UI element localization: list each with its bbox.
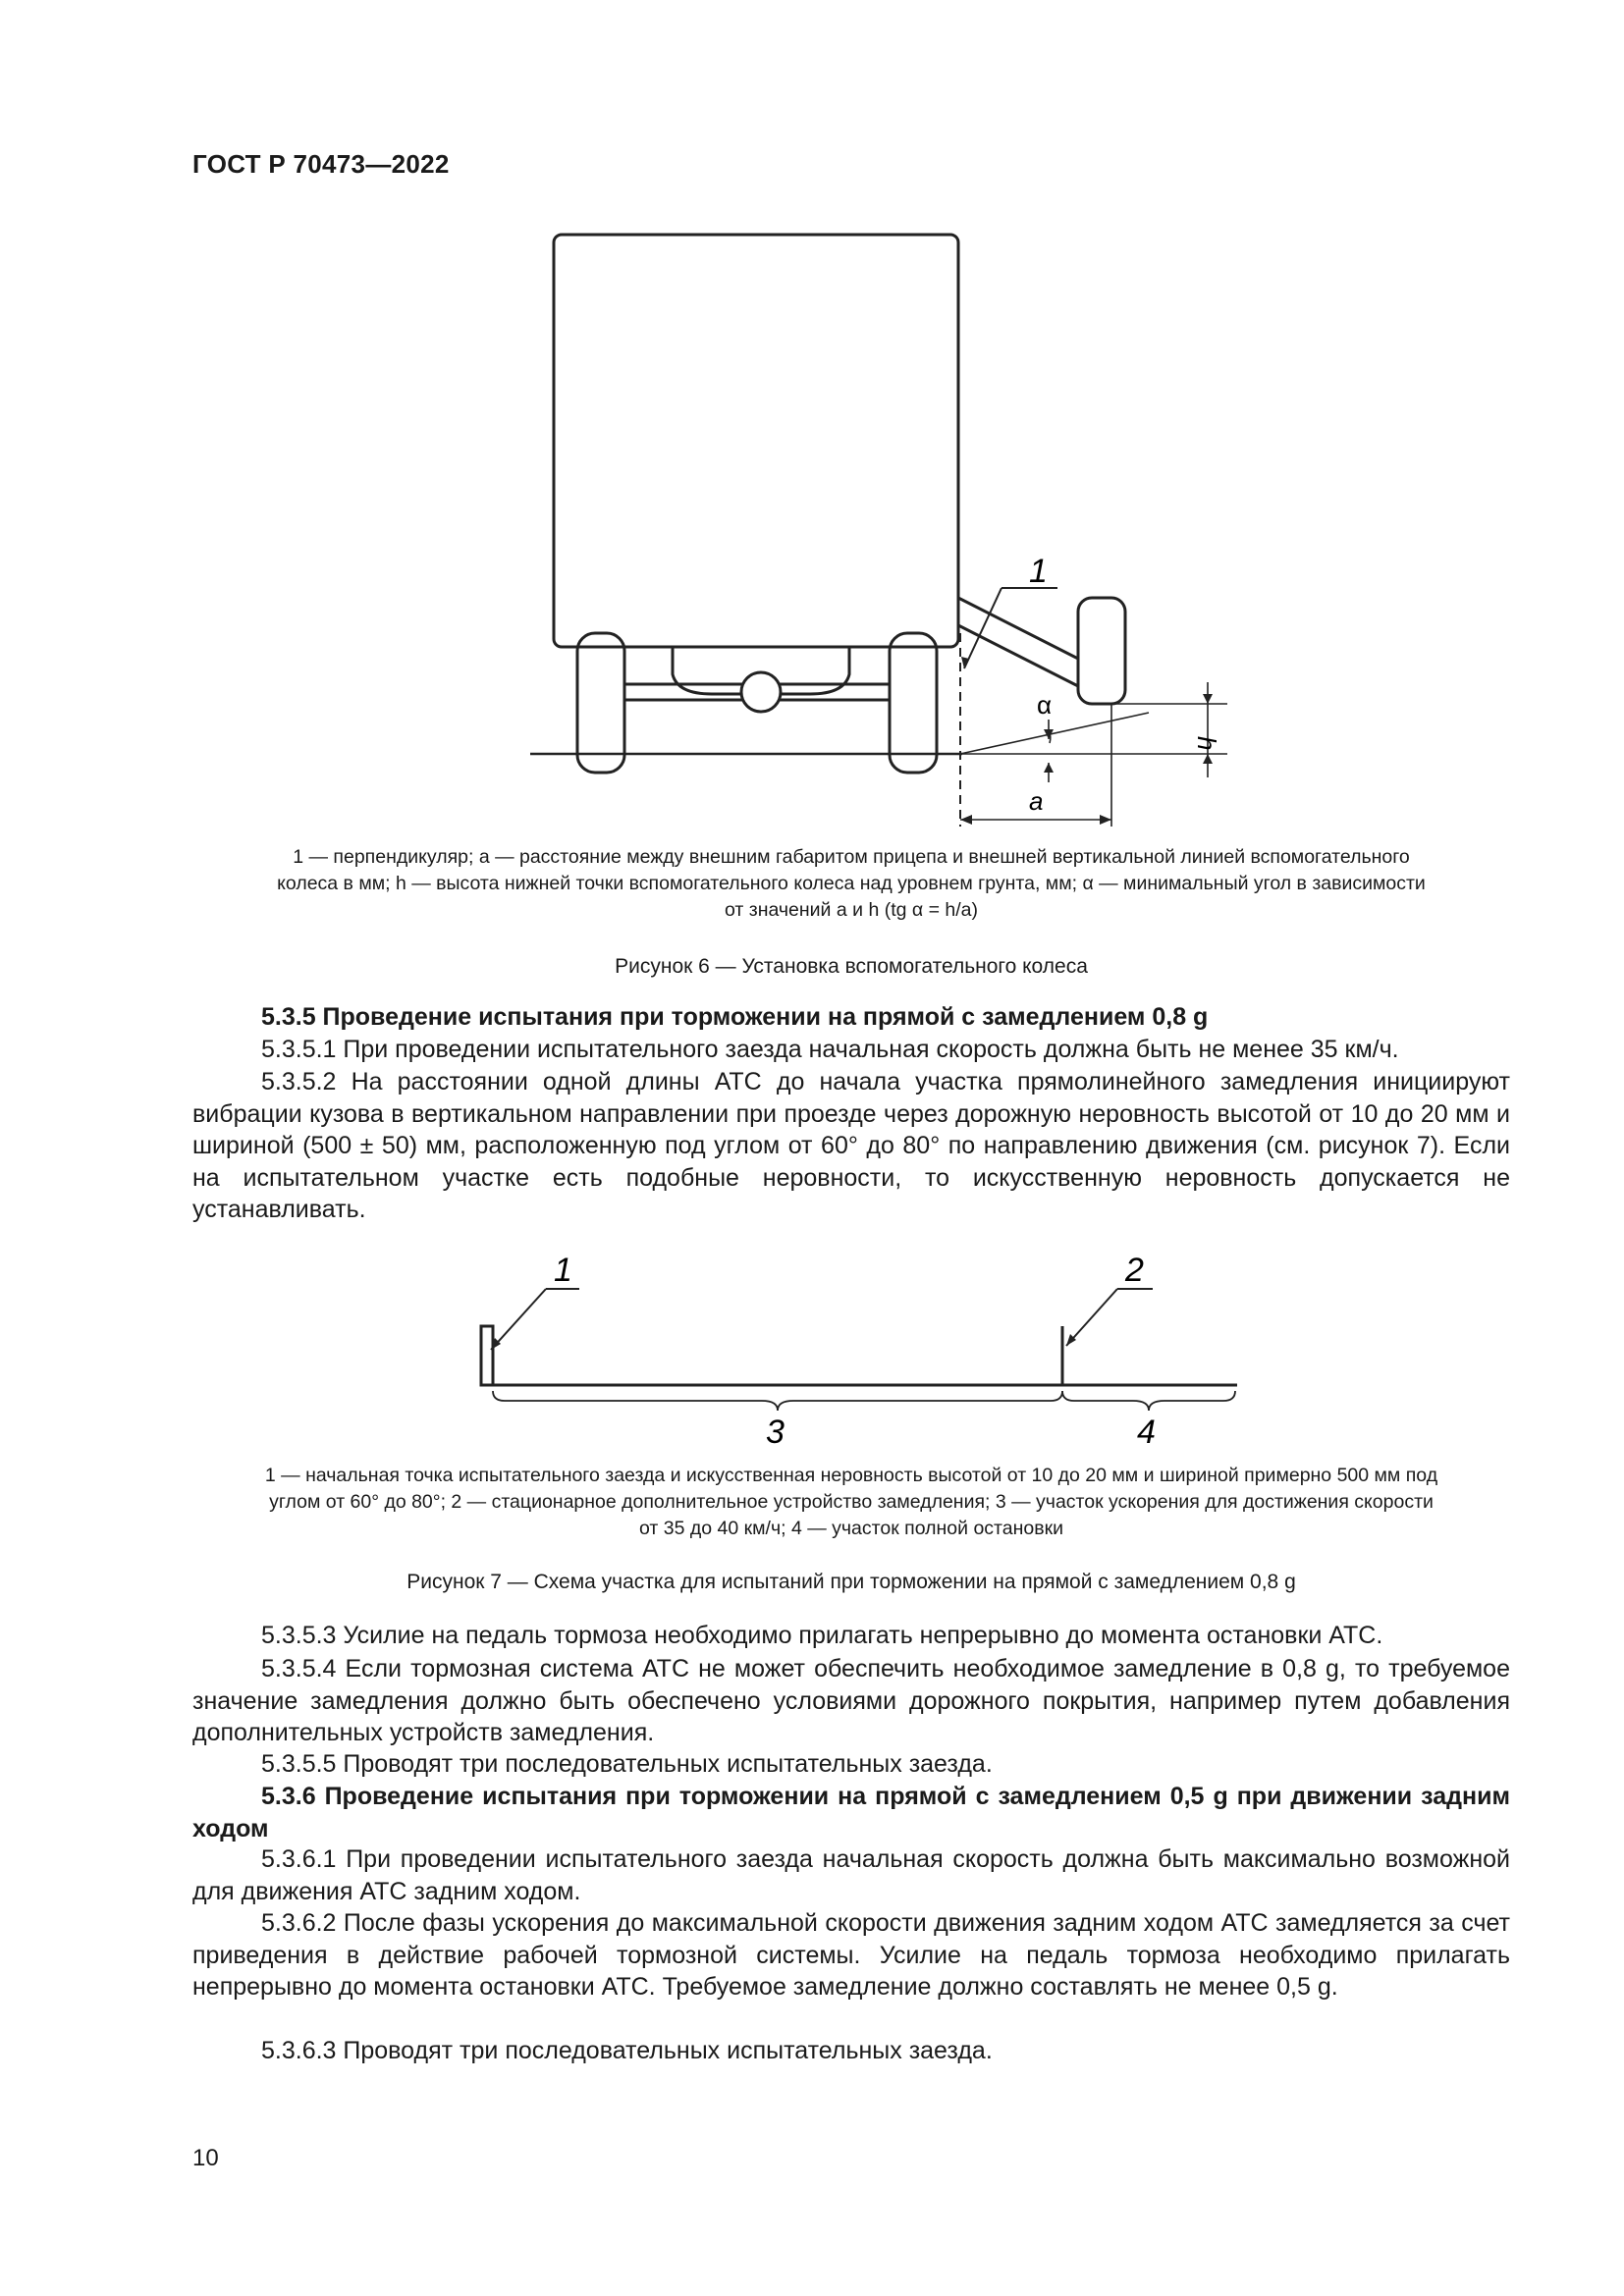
fig6-legend-line: от значений a и h (tg α = h/a)	[725, 899, 978, 921]
para-5355: 5.3.5.5 Проводят три последовательных испытательных заезда.	[261, 1750, 993, 1778]
figure-7-caption: Рисунок 7 — Схема участка для испытаний при торможении на прямой с замедлением 0,8 g	[406, 1571, 1296, 1593]
figure-7-legend	[192, 1463, 1510, 1542]
fig6-label-a: a	[1029, 786, 1044, 816]
para-5353: 5.3.5.3 Усилие на педаль тормоза необходимо прилагать непрерывно до момента остановки АТС.	[261, 1622, 1383, 1649]
fig6-label-h: h	[1192, 736, 1221, 751]
fig7-label-2: 2	[1125, 1252, 1144, 1289]
para-5354: 5.3.5.4 Если тормозная система АТС не может обеспечить необходимое замедление в 0,8 g, то требуемое значение замедления должно быть обеспечено условиями дорожного покрытия, например путем добавления дополнительных устройств замедления.	[192, 1655, 1510, 1746]
section-536-title: 5.3.6 Проведение испытания при торможении на прямой с замедлением 0,5 g при движении задним ходом	[192, 1783, 1510, 1842]
differential	[741, 672, 781, 712]
figure-6-caption: Рисунок 6 — Установка вспомогательного колеса	[615, 955, 1088, 978]
para-5361: 5.3.6.1 При проведении испытательного заезда начальная скорость должна быть максимально возможной для движения АТС задним ходом.	[192, 1845, 1510, 1905]
auxiliary-wheel	[1078, 598, 1125, 704]
para-5362: 5.3.6.2 После фазы ускорения до максимальной скорости движения задним ходом АТС замедляется за счет приведения в действие рабочей тормозной системы. Усилие на педаль тормоза необходимо прилагать непрерывно до момента остановки АТС. Требуемое замедление должно составлять не менее 0,5 g.	[192, 1909, 1510, 2001]
fig7-label-1: 1	[554, 1252, 572, 1289]
right-wheel	[890, 633, 937, 773]
figure-6-legend	[192, 844, 1510, 924]
para-5352: 5.3.5.2 На расстоянии одной длины АТС до начала участка прямолинейного замедления инициируют вибрации кузова в вертикальном направлении при проезде через дорожную неровность высотой от 10 до 20 мм и шириной (500 ± 50) мм, расположенную под углом от 60° до 80° по направлению движения (см. рисунок 7). Если на испытательном участке есть подобные неровности, то искусственную неровность допускается не устанавливать.	[192, 1068, 1510, 1223]
para-5351: 5.3.5.1 При проведении испытательного заезда начальная скорость должна быть не менее 35 км/ч.	[261, 1036, 1399, 1063]
trailer-body	[554, 235, 958, 647]
figure-7-diagram	[461, 1232, 1247, 1458]
page-number: 10	[192, 2145, 219, 2171]
section-535-title: 5.3.5 Проведение испытания при торможении на прямой с замедлением 0,8 g	[261, 1003, 1209, 1031]
fig7-label-4: 4	[1137, 1414, 1156, 1451]
fig7-legend-line: 1 — начальная точка испытательного заезда и искусственная неровность высотой от 10 до 20 мм и шириной примерно 500 мм под	[264, 1465, 1438, 1486]
fig6-label-alpha: α	[1037, 690, 1053, 720]
fig7-legend-line: от 35 до 40 км/ч; 4 — участок полной остановки	[639, 1518, 1063, 1539]
left-wheel	[577, 633, 624, 773]
artificial-bump	[481, 1326, 493, 1385]
fig6-label-1: 1	[1029, 553, 1048, 590]
fig7-legend-line: углом от 60° до 80°; 2 — стационарное дополнительное устройство замедления; 3 — участок ускорения для достижения скорости	[269, 1491, 1434, 1513]
para-5363: 5.3.6.3 Проводят три последовательных испытательных заезда.	[261, 2037, 993, 2064]
brace-section-3	[493, 1391, 1062, 1411]
document-header: ГОСТ Р 70473—2022	[192, 149, 450, 179]
fig6-legend-line: колеса в мм; h — высота нижней точки вспомогательного колеса над уровнем грунта, мм; α — минимальный угол в зависимости	[277, 873, 1426, 894]
brace-section-4	[1062, 1391, 1235, 1411]
fig6-legend-line: 1 — перпендикуляр; a — расстояние между внешним габаритом прицепа и внешней вертикальной линией вспомогательного	[293, 846, 1410, 868]
figure-6-diagram	[511, 221, 1221, 829]
fig7-label-3: 3	[766, 1414, 785, 1451]
